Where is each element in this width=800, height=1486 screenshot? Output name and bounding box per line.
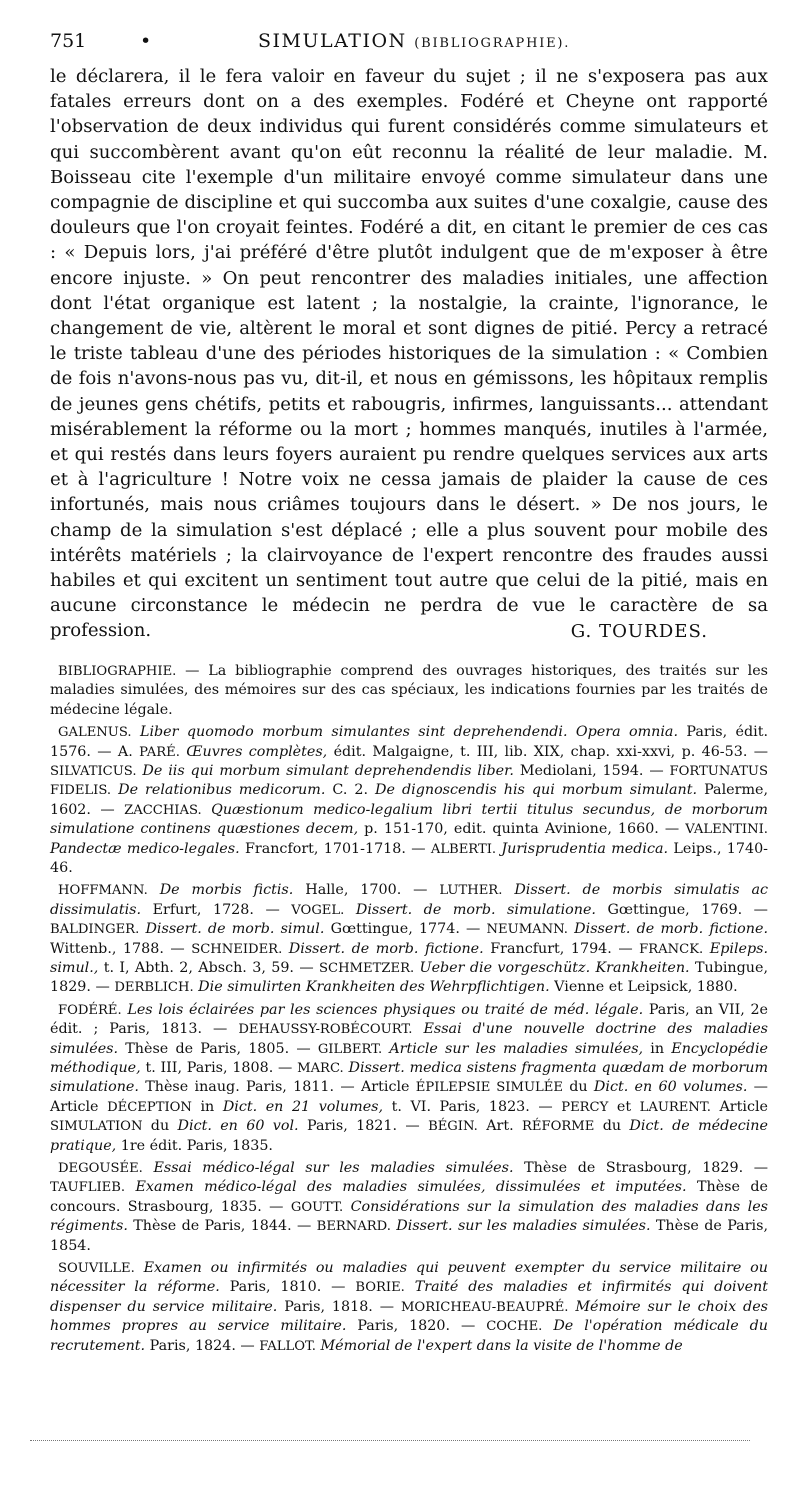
author-name: COCHE. bbox=[486, 1319, 543, 1335]
citation-text: Francfort, 1701-1718. — bbox=[239, 840, 431, 857]
signature-text: G. TOURDES. bbox=[570, 620, 708, 642]
work-title: De dignoscendis his qui morbum simulant. bbox=[375, 782, 698, 799]
work-title: Epileps. simul., bbox=[50, 940, 769, 976]
work-title: Dissert. de morb. simul. bbox=[145, 921, 325, 938]
citation-text: Palerme, 1602. — bbox=[50, 782, 769, 818]
citation-text: Halle, 1700. — bbox=[293, 882, 440, 899]
citation-text: Tubingue, 1829. — bbox=[50, 959, 769, 996]
author-name: DEHAUSSY-ROBÉCOURT. bbox=[238, 1022, 413, 1038]
citation-text: Paris, édit. 1576. — A. bbox=[50, 724, 769, 760]
bibliography-entry bbox=[50, 1159, 768, 1256]
citation-text bbox=[125, 1179, 135, 1195]
work-title: Die simulirten Krankheiten des Wehrpflichtigen. bbox=[198, 979, 550, 996]
author-name: FRANCK. bbox=[639, 941, 704, 957]
author-name: BERNARD. bbox=[316, 1219, 391, 1235]
bibliography-entry bbox=[50, 1001, 768, 1156]
header-bullet: • bbox=[140, 30, 152, 52]
author-name: SIMULATION bbox=[50, 1119, 143, 1135]
author-name: SOUVILLE. bbox=[58, 1261, 135, 1277]
author-name: DERBLICH. bbox=[114, 980, 194, 996]
citation-text: Thèse de Paris, 1805. — bbox=[118, 1040, 318, 1057]
work-title: De morbis fictis. bbox=[159, 882, 294, 899]
author-name: MORICHEAU-BEAUPRÉ. bbox=[400, 1299, 569, 1315]
document-page bbox=[50, 28, 768, 1359]
bibliography-section bbox=[50, 662, 768, 1356]
author-name: LUTHER. bbox=[439, 883, 503, 899]
work-title: Essai médico-légal sur les maladies simulées. bbox=[153, 1160, 514, 1177]
citation-text: t. VI. Paris, 1823. — bbox=[383, 1098, 562, 1115]
author-name: SILVATICUS. bbox=[50, 763, 137, 779]
work-title: Encyclopédie méthodique, bbox=[50, 1040, 768, 1076]
work-title: Ueber die vorgeschütz. Krankheiten. bbox=[419, 959, 690, 976]
work-title: Dissert. sur les maladies simulées. bbox=[396, 1218, 651, 1235]
citation-text bbox=[132, 724, 140, 740]
citation-text: Thèse inaug. Paris, 1811. — Article bbox=[138, 1079, 416, 1096]
citation-text bbox=[405, 1279, 415, 1295]
author-name: BALDINGER. bbox=[50, 922, 140, 938]
citation-text: Paris, 1821. — bbox=[298, 1118, 429, 1135]
citation-text bbox=[143, 1160, 154, 1176]
citation-text: Paris, 1818. — bbox=[277, 1298, 401, 1315]
work-title: Jurisprudentia medica. bbox=[501, 840, 669, 857]
author-name: NEUMANN. bbox=[486, 922, 568, 938]
citation-text: Mediolani, 1594. — bbox=[513, 762, 670, 779]
citation-text: Thèse de Paris, 1854. bbox=[50, 1218, 768, 1254]
author-name: ZACCHIAS. bbox=[124, 802, 202, 818]
body-paragraph: le déclarera, il le fera valoir en faveur du sujet ; il ne s'exposera pas aux fatales erreurs dont on a des exemples. Fodéré et Cheyne ont rapporté l'observation de deux individus qui furent considérés comme simulateurs et qui succombèrent avant qu'on eût reconnu la réalité de leur maladie. M. Boisseau cite l'exemple d'un militaire envoyé comme simulateur dans une compagnie de discipline et qui succomba aux suites d'une coxalgie, cause des douleurs que l'on croyait feintes. Fodéré a dit, en citant le premier de ces cas : « Depuis lors, j'ai préféré d'être plutôt indulgent que de m'exposer à être encore injuste. » On peut rencontrer des maladies initiales, une affection dont l'état organique est latent ; la nostalgie, la crainte, l'ignorance, le changement de vie, altèrent le moral et sont dignes de pitié. Percy a retracé le triste tableau d'une des périodes historiques de la simulation : « Combien de fois n'avons-nous pas vu, dit-il, et nous en gémissons, les hôpitaux remplis de jeunes gens chétifs, petits et rabougris, infirmes, languissants... attendant misérablement la réforme ou la mort ; hommes manqués, inutiles à l'armée, et qui restés dans leurs foyers auraient pu rendre quelques services aux arts et à l'agriculture ! Notre voix ne cessa jamais de plaider la cause de ces infortunés, mais nous criâmes toujours dans le désert. » De nos jours, le champ de la simulation s'est déplacé ; elle a plus souvent pour mobile des intérêts matériels ; la clairvoyance de l'expert rencontre des fraudes aussi habiles et qui excitent un sentiment tout autre que celui de la pitié, mais en aucune circonstance le médecin ne perdra de vue le caractère de sa profession. bbox=[50, 66, 768, 642]
author-name: BÉGIN. bbox=[428, 1119, 478, 1135]
work-title: De relationibus medicorum. bbox=[118, 782, 326, 799]
author-name: BORIE. bbox=[355, 1280, 405, 1296]
citation-text: et bbox=[608, 1098, 640, 1115]
citation-text: Thèse de Strasbourg, 1829. — bbox=[513, 1160, 769, 1177]
author-name: LAURENT. bbox=[639, 1099, 711, 1115]
author-name: HOFFMANN. bbox=[58, 883, 148, 899]
page-number: 751 bbox=[50, 30, 87, 52]
author-name: GILBERT. bbox=[317, 1041, 383, 1057]
author-name: VALENTINI. bbox=[685, 822, 768, 838]
citation-text: Art. bbox=[477, 1118, 523, 1135]
work-title: Dissert. de morbis simulatis ac dissimulatis. bbox=[50, 882, 768, 918]
work-title: Traité des maladies et infirmités qui doivent dispenser du service militaire. bbox=[50, 1279, 769, 1315]
work-title: Œuvres complètes, bbox=[186, 743, 328, 760]
work-title: Essai d'une nouvelle doctrine des maladies simulées. bbox=[50, 1021, 769, 1057]
author-name: DÉCEPTION bbox=[107, 1099, 192, 1115]
work-title: Dissert. de morb. fictione. bbox=[574, 921, 768, 938]
work-title: De l'opération médicale du recrutement. bbox=[50, 1318, 769, 1354]
bibliography-entry bbox=[50, 662, 768, 720]
citation-text: t. I, Abth. 2, Absch. 3, 59. — bbox=[98, 959, 320, 976]
title-subtitle: (BIBLIOGRAPHIE). bbox=[414, 36, 571, 51]
citation-text: Thèse de concours. Strasbourg, 1835. — bbox=[50, 1179, 768, 1215]
author-name: TAUFLIEB. bbox=[50, 1180, 126, 1196]
work-title: Mémoire sur le choix des hommes propres au service militaire. bbox=[50, 1298, 768, 1335]
author-name: SCHMETZER. bbox=[319, 960, 415, 976]
author-name: PERCY bbox=[561, 1099, 609, 1115]
page-title bbox=[258, 30, 570, 52]
citation-text: du bbox=[562, 1079, 594, 1096]
citation-text: C. 2. bbox=[325, 782, 376, 799]
author-name: PARÉ. bbox=[139, 744, 180, 760]
citation-text: Wittenb., 1788. — bbox=[50, 940, 192, 957]
work-title: Article sur les maladies simulées, bbox=[389, 1040, 644, 1057]
citation-text: Erfurt, 1728. — bbox=[141, 901, 292, 918]
footer-rule bbox=[30, 1440, 750, 1441]
body-section bbox=[50, 64, 768, 644]
citation-text bbox=[502, 882, 514, 898]
author-name: DEGOUSÉE. bbox=[58, 1161, 143, 1177]
bibliography-entry bbox=[50, 881, 768, 997]
citation-text: Leips., 1740-46. bbox=[50, 840, 769, 876]
author-signature bbox=[50, 619, 768, 644]
citation-text: Paris, 1820. — bbox=[346, 1318, 487, 1335]
author-name: ÉPILEPSIE SIMULÉE bbox=[415, 1080, 563, 1096]
citation-text: p. 151-170, edit. quinta Avinione, 1660. — bbox=[358, 821, 686, 838]
author-name: SCHNEIDER. bbox=[191, 941, 283, 957]
citation-text: Gœttingue, 1769. — bbox=[595, 901, 768, 918]
citation-text: Paris, 1810. — bbox=[219, 1279, 356, 1296]
citation-text: 1re édit. Paris, 1835. bbox=[116, 1137, 273, 1154]
citation-text: Article bbox=[710, 1098, 768, 1115]
work-title: Examen médico-légal des maladies simulées, dissimulées et imputées. bbox=[135, 1179, 687, 1196]
work-title: Considérations sur la simulation des maladies dans les régiments. bbox=[50, 1198, 768, 1235]
citation-text: Gœttingue, 1774. — bbox=[324, 921, 487, 938]
citation-text: édit. Malgaigne, t. III, lib. XIX, chap. xxi-xxvi, p. 46-53. — bbox=[327, 743, 768, 760]
work-title: De iis qui morbum simulant deprehendendis liber. bbox=[142, 762, 514, 779]
author-name: FODÉRÉ. bbox=[58, 1002, 122, 1018]
work-title: Dissert. de morb. simulatione. bbox=[355, 901, 596, 918]
citation-text bbox=[135, 1260, 144, 1276]
title-main: SIMULATION bbox=[258, 30, 407, 52]
citation-text: — Article bbox=[50, 1079, 768, 1115]
work-title: Dict. en 60 vol. bbox=[177, 1118, 299, 1135]
work-title: Dissert. de morb. fictione. bbox=[288, 940, 484, 957]
bibliography-entry bbox=[50, 723, 768, 878]
citation-text: Vienne et Leipsick, 1880. bbox=[549, 979, 738, 996]
citation-text: Francfurt, 1794. — bbox=[483, 940, 640, 957]
work-title: Dict. de médecine pratique, bbox=[50, 1118, 768, 1154]
work-title: Pandectæ medico-legales. bbox=[50, 840, 240, 857]
work-title: Quæstionum medico-legalium libri tertii titulus secundus, de morborum simulatione continens quæstiones decem, bbox=[50, 801, 768, 838]
citation-text: Thèse de Paris, 1844. — bbox=[127, 1218, 317, 1235]
author-name: FALLOT. bbox=[259, 1338, 316, 1354]
citation-text: in bbox=[643, 1040, 672, 1057]
author-name: MARC. bbox=[297, 1061, 344, 1076]
citation-text: t. III, Paris, 1808. — bbox=[140, 1060, 298, 1076]
bibliography-entry bbox=[50, 1259, 768, 1356]
citation-text: in bbox=[191, 1098, 223, 1115]
work-title: Liber quomodo morbum simulantes sint deprehendendi. Opera omnia. bbox=[139, 724, 678, 741]
author-name: GOUTT. bbox=[290, 1199, 344, 1215]
author-name: ALBERTI. bbox=[430, 841, 497, 857]
author-name: VOGEL. bbox=[291, 902, 345, 918]
work-title: Examen ou infirmités ou maladies qui peuvent exempter du service militaire ou nécessiter la réforme. bbox=[50, 1260, 768, 1296]
work-title: Dict. en 21 volumes, bbox=[222, 1098, 384, 1115]
citation-text: du bbox=[142, 1118, 178, 1135]
work-title: Les lois éclairées par les sciences physiques ou traité de méd. légale. bbox=[127, 1001, 644, 1018]
work-title: Mémorial de l'expert dans la visite de l'homme de bbox=[320, 1337, 683, 1354]
running-header bbox=[50, 28, 768, 58]
citation-text bbox=[542, 1318, 553, 1334]
citation-text: — La bibliographie comprend des ouvrages historiques, des traités sur les maladies simulées, des mémoires sur des cas spéciaux, les indications fournies par les traités de médecine légale. bbox=[50, 662, 768, 718]
citation-text: Paris, an VII, 2e édit. ; Paris, 1813. — bbox=[50, 1001, 769, 1038]
author-name: FORTUNATUS FIDELIS. bbox=[50, 763, 768, 799]
citation-text: du bbox=[594, 1118, 630, 1135]
work-title: Dissert. medica sistens fragmenta quædam de morborum simulatione. bbox=[50, 1060, 768, 1096]
work-title: Dict. en 60 volumes. bbox=[593, 1079, 748, 1096]
citation-text bbox=[343, 1199, 350, 1215]
citation-text: Paris, 1824. — bbox=[145, 1337, 260, 1354]
citation-text bbox=[344, 902, 356, 918]
author-name: BIBLIOGRAPHIE. bbox=[58, 663, 177, 679]
author-name: RÉFORME bbox=[522, 1119, 595, 1135]
citation-text bbox=[202, 802, 211, 818]
citation-text bbox=[412, 1021, 423, 1037]
citation-text bbox=[148, 882, 160, 898]
author-name: GALENUS. bbox=[58, 725, 132, 741]
